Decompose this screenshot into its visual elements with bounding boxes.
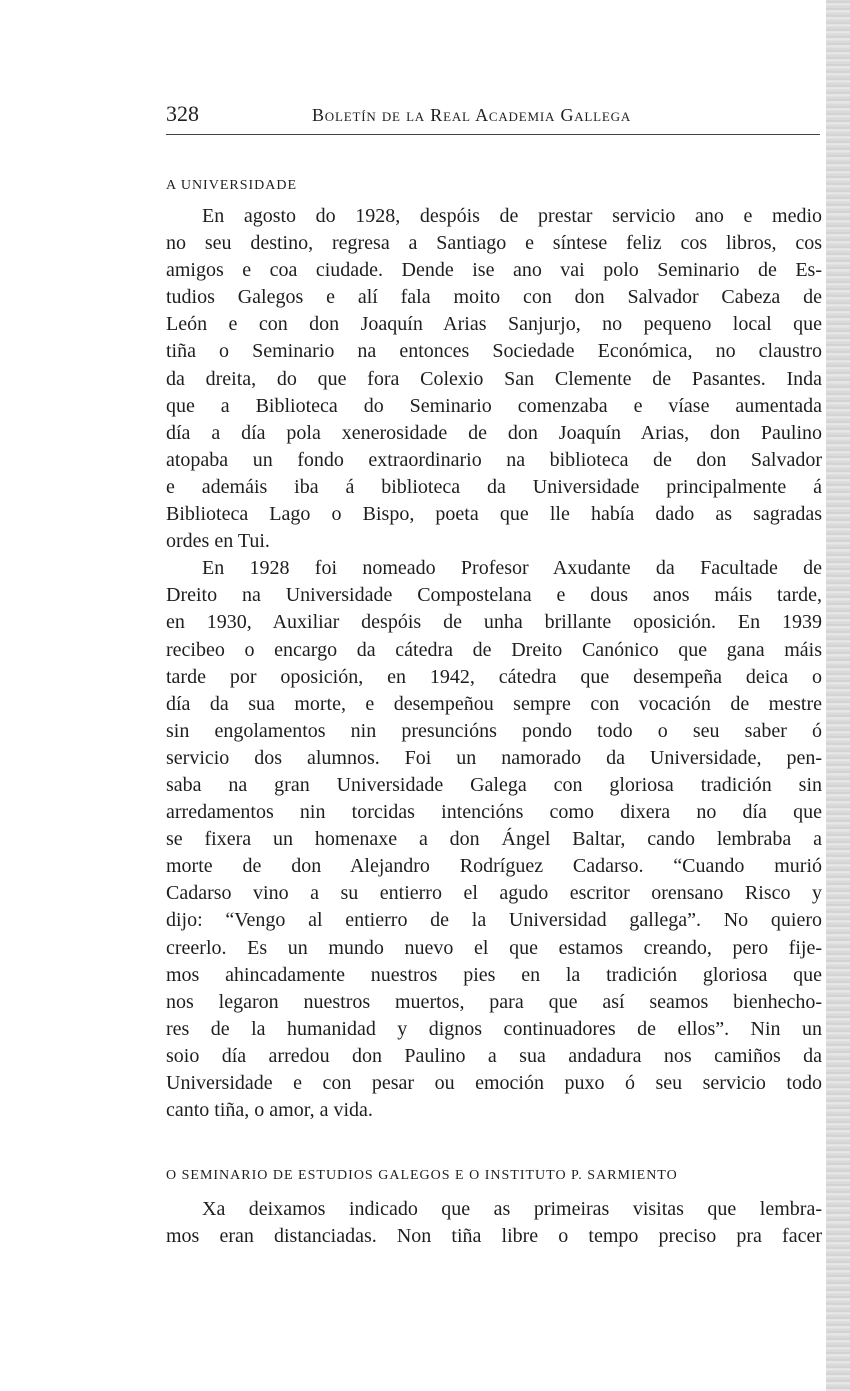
paragraph-line: dijo: “Vengo al entierro de la Universidad gallega”. No quiero <box>166 909 822 932</box>
page-header <box>166 100 820 135</box>
paragraph-line: Dreito na Universidade Compostelana e dous anos máis tarde, <box>166 584 822 607</box>
paragraph-line: sin engolamentos nin presuncións pondo todo o seu saber ó <box>166 719 822 742</box>
paragraph-line: en 1930, Auxiliar despóis de unha brillante oposición. En 1939 <box>166 611 822 634</box>
section-body-seminario <box>166 1196 822 1250</box>
paragraph-line: atopaba un fondo extraordinario na biblioteca de don Salvador <box>166 448 822 471</box>
paragraph-line: mos ahincadamente nuestros pies en la tradición gloriosa que <box>166 963 822 986</box>
paragraph-line: e ademáis iba á biblioteca da Universidade principalmente á <box>166 475 822 498</box>
paragraph-line: En agosto do 1928, despóis de prestar servicio ano e medio <box>202 205 822 227</box>
paragraph-line: amigos e coa ciudade. Dende ise ano vai polo Seminario de Es- <box>166 259 822 282</box>
section-heading-seminario: O SEMINARIO DE ESTUDIOS GALEGOS E O INSTITUTO P. SARMIENTO <box>166 1168 678 1183</box>
paragraph-line: día a día pola xenerosidade de don Joaquín Arias, don Paulino <box>166 421 822 444</box>
paragraph-line: no seu destino, regresa a Santiago e síntese feliz cos libros, cos <box>166 232 822 255</box>
paragraph-line: León e con don Joaquín Arias Sanjurjo, no pequeno local que <box>166 313 822 336</box>
paragraph-line: soio día arredou don Paulino a sua andadura nos camiños da <box>166 1044 822 1067</box>
paragraph-line: servicio dos alumnos. Foi un namorado da Universidade, pen- <box>166 746 822 769</box>
paragraph-line: tarde por oposición, en 1942, cátedra que desempeña deica o <box>166 665 822 688</box>
paragraph-line: saba na gran Universidade Galega con gloriosa tradición sin <box>166 773 822 796</box>
paragraph-line: res de la humanidad y dignos continuadores de ellos”. Nin un <box>166 1017 822 1040</box>
paragraph-line: recibeo o encargo da cátedra de Dreito Canónico que gana máis <box>166 638 822 661</box>
paragraph-line: mos eran distanciadas. Non tiña libre o tempo preciso pra facer <box>166 1225 822 1248</box>
paragraph-line: día da sua morte, e desempeñou sempre con vocación de mestre <box>166 692 822 715</box>
binding-edge <box>826 0 850 1391</box>
paragraph-line: Universidade e con pesar ou emoción puxo ó seu servicio todo <box>166 1072 822 1094</box>
paragraph-line: creerlo. Es un mundo nuevo el que estamos creando, pero fije- <box>166 936 822 959</box>
paragraph-line: canto tiña, o amor, a vida. <box>166 1099 373 1122</box>
running-title: Boletín de la Real Academia Gallega <box>312 105 632 125</box>
paragraph-line: tiña o Seminario na entonces Sociedade Económica, no claustro <box>166 340 822 363</box>
paragraph-line: arredamentos nin torcidas intencións como dixera no día que <box>166 801 822 824</box>
section-heading-universidade: A UNIVERSIDADE <box>166 178 298 193</box>
page-number: 328 <box>166 101 199 126</box>
section-body-universidade <box>166 203 822 1124</box>
paragraph-line: se fixera un homenaxe a don Ángel Baltar, cando lembraba a <box>166 828 822 851</box>
paragraph-line: tudios Galegos e alí fala moito con don Salvador Cabeza de <box>166 286 822 309</box>
paragraph-line: ordes en Tui. <box>166 530 270 553</box>
paragraph-line: En 1928 foi nomeado Profesor Axudante da Facultade de <box>202 557 822 580</box>
paragraph-line: da dreita, do que fora Colexio San Clemente de Pasantes. Inda <box>166 367 822 390</box>
paragraph-line: Xa deixamos indicado que as primeiras visitas que lembra- <box>202 1198 822 1220</box>
paragraph-line: nos legaron nuestros muertos, para que así seamos bienhecho- <box>166 990 822 1013</box>
paragraph-line: Cadarso vino a su entierro el agudo escritor orensano Risco y <box>166 882 822 905</box>
paragraph-line: Biblioteca Lago o Bispo, poeta que lle había dado as sagradas <box>166 503 822 526</box>
paragraph-line: que a Biblioteca do Seminario comenzaba e víase aumentada <box>166 394 822 417</box>
paragraph-line: morte de don Alejandro Rodríguez Cadarso. “Cuando murió <box>166 855 822 878</box>
